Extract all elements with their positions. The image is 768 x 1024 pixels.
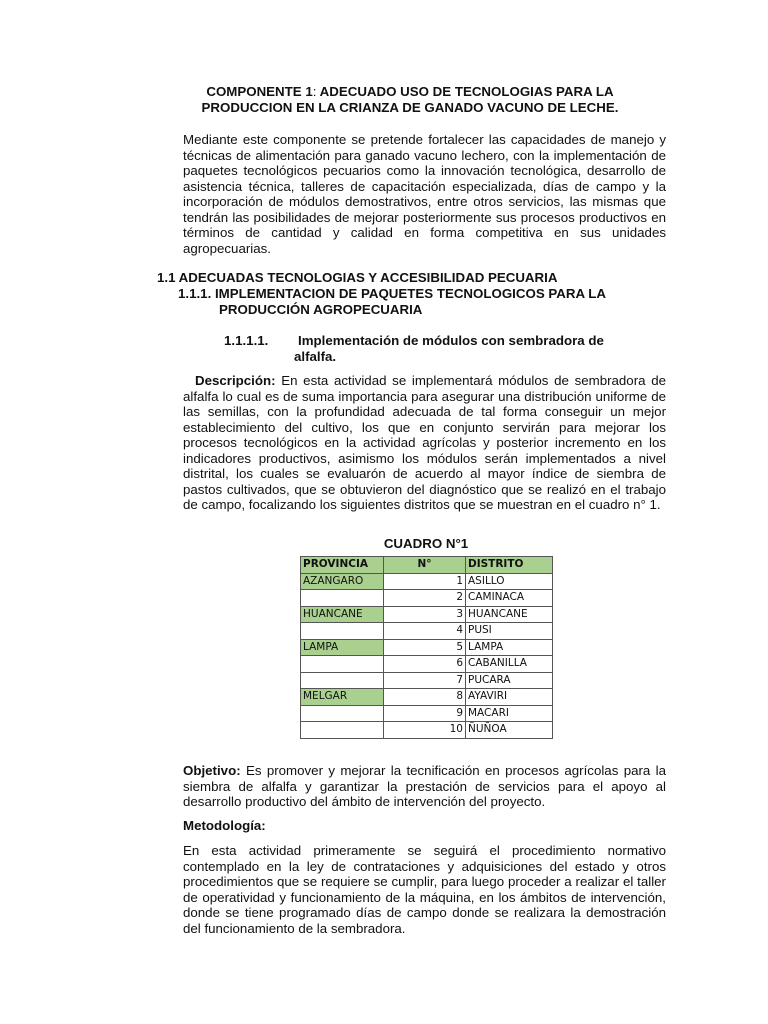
distrito-cell: ASILLO [466, 573, 553, 590]
distrito-cell: MACARI [466, 705, 553, 722]
metodologia-label: Metodología: [183, 818, 266, 833]
provincia-cell: AZANGARO [301, 573, 384, 590]
cuadro-title: CUADRO N°1 [383, 536, 469, 551]
table-row [301, 639, 553, 656]
distrito-cell: LAMPA [466, 639, 553, 656]
objetivo-paragraph [183, 763, 666, 810]
descripcion-paragraph [183, 373, 666, 513]
section-heading-1-1-1 [178, 286, 658, 317]
distrito-cell: HUANCANE [466, 606, 553, 623]
distrito-cell: ÑUÑOA [466, 722, 553, 739]
distrito-cell: CABANILLA [466, 656, 553, 673]
table-row [301, 705, 553, 722]
metodologia-paragraph: En esta actividad primeramente se seguirá el procedimiento normativo contemplado en la ley de contrataciones y adquisiciones del estado y otros procedimientos que se requiere se cumplir, para luego proceder a realizar el taller de operatividad y funcionamiento de la máquina, en los ámbitos de intervención, donde se tiene programado días de campo donde se realizara la demostración del funcionamiento de la sembradora. [183, 843, 666, 936]
header-numero: N° [384, 557, 466, 574]
numero-cell: 6 [384, 656, 466, 673]
table-header-row [301, 557, 553, 574]
numero-cell: 4 [384, 623, 466, 640]
numero-cell: 9 [384, 705, 466, 722]
table-row [301, 672, 553, 689]
distrito-cell: PUSI [466, 623, 553, 640]
numero-cell: 5 [384, 639, 466, 656]
numero-cell: 1 [384, 573, 466, 590]
objetivo-text: Es promover y mejorar la tecnificación en procesos agrícolas para la siembra de alfalfa y garantizar la prestación de servicios para el apoyo al desarrollo productivo del ámbito de intervención del proyecto. [183, 763, 666, 809]
intro-paragraph: Mediante este componente se pretende fortalecer las capacidades de manejo y técnicas de alimentación para ganado vacuno lechero, con la implementación de paquetes tecnológicos pecuarios como la innovación tecnológica, desarrollo de asistencia técnica, talleres de capacitación especializada, días de campo y la incorporación de módulos demostrativos, entre otros servicios, las mismas que tendrán las posibilidades de mejorar posteriormente sus procesos productivos en términos de cantidad y calidad en forma competitiva en sus unidades agropecuarias. [183, 132, 666, 256]
objetivo-label: Objetivo: [183, 763, 241, 778]
distrito-cell: PUCARA [466, 672, 553, 689]
provincia-cell [301, 656, 384, 673]
component-label: COMPONENTE 1 [206, 84, 313, 99]
table-row [301, 623, 553, 640]
numero-cell: 8 [384, 689, 466, 706]
provincia-cell [301, 722, 384, 739]
table-row [301, 656, 553, 673]
table-row [301, 722, 553, 739]
distritos-table [300, 556, 553, 739]
table-row [301, 689, 553, 706]
numero-cell: 2 [384, 590, 466, 607]
header-provincia: PROVINCIA [301, 557, 384, 574]
provincia-cell [301, 705, 384, 722]
distrito-cell: CAMINACA [466, 590, 553, 607]
heading-1-1-1-line2: PRODUCCIÓN AGROPECUARIA [219, 301, 423, 317]
header-distrito: DISTRITO [466, 557, 553, 574]
provincia-cell: MELGAR [301, 689, 384, 706]
heading-1-1-1-1-line2: alfalfa. [294, 348, 337, 364]
section-heading-1-1-1-1 [224, 333, 644, 364]
section-heading-1-1: 1.1 ADECUADAS TECNOLOGIAS Y ACCESIBILIDAD PECUARIA [157, 270, 558, 285]
descripcion-text: En esta actividad se implementará módulos de sembradora de alfalfa lo cual es de suma importancia para asegurar una distribución uniforme de las semillas, con la profundidad adecuada de tal forma conseguir un mejor establecimiento del cultivo, los que en conjunto servirán para mejorar los procesos tecnológicos en la actividad agrícolas y posterior incremento en los indicadores productivos, asimismo los módulos serán implementados a nivel distrital, los cuales se evaluarón de acuerdo al mayor índice de siembra de pastos cultivados, que se obtuvieron del diagnóstico que se realizó en el trabajo de campo, focalizando los siguientes distritos que se muestran en el cuadro n° 1. [183, 373, 666, 512]
numero-cell: 3 [384, 606, 466, 623]
provincia-cell [301, 590, 384, 607]
provincia-cell: HUANCANE [301, 606, 384, 623]
descripcion-label: Descripción: [195, 373, 276, 388]
table-row [301, 573, 553, 590]
provincia-cell [301, 623, 384, 640]
heading-1-1-1-1-line1: Implementación de módulos con sembradora de [298, 333, 604, 348]
table-row [301, 606, 553, 623]
numero-cell: 7 [384, 672, 466, 689]
numero-cell: 10 [384, 722, 466, 739]
table-row [301, 590, 553, 607]
distrito-cell: AYAVIRI [466, 689, 553, 706]
component-title [180, 84, 640, 116]
heading-number: 1.1.1.1. [224, 333, 269, 348]
heading-1-1-1-line1: 1.1.1. IMPLEMENTACION DE PAQUETES TECNOLOGICOS PARA LA [178, 286, 606, 301]
provincia-cell [301, 672, 384, 689]
component-title-text: ADECUADO USO DE TECNOLOGIAS PARA LA PRODUCCION EN LA CRIANZA DE GANADO VACUNO DE LECHE. [201, 84, 619, 115]
provincia-cell: LAMPA [301, 639, 384, 656]
title-separator: : [312, 84, 317, 99]
